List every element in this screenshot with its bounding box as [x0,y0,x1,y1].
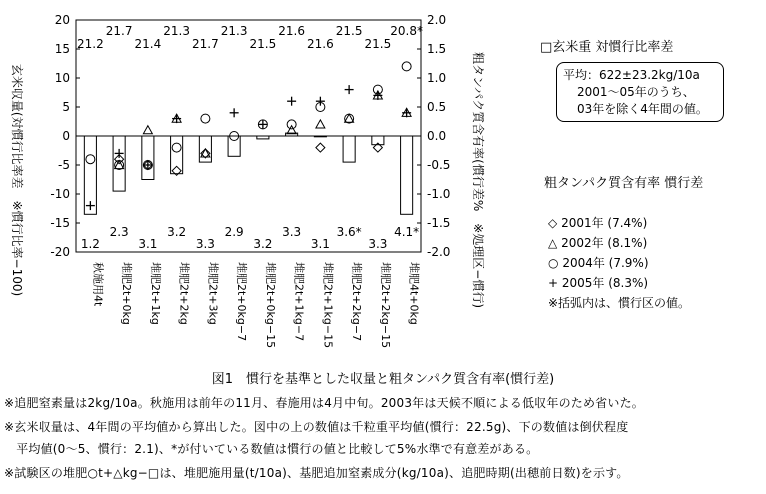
bottom-data-label: 3.2 [253,237,273,251]
tick-label-right: -1.0 [427,187,451,201]
average-yield-note [556,62,724,122]
tick-label-right: 1.0 [427,71,447,85]
x-tick-label: 堆肥2t+1kg [148,262,162,325]
bottom-data-label: 2.9 [224,225,244,239]
x-tick-label: 堆肥2t+1kg−15 [321,262,335,349]
value-labels-group [77,24,423,251]
bar [314,136,326,137]
top-data-label: 21.5 [335,24,363,38]
bottom-data-label: 3.3 [282,225,302,239]
x-tick-label: 堆肥2t+2kg [177,262,191,325]
bar [401,136,413,214]
circle-icon: ○ [548,256,559,270]
legend-item-2002 [548,234,647,251]
tick-label-right: 2.0 [427,13,447,27]
chart-title: 図1 慣行を基準とした収量と粗タンパク質含有率(慣行差) [211,372,555,387]
yield-legend-title: □玄米重 対慣行比率差 [540,40,674,55]
top-data-label: 21.7 [192,37,219,51]
top-data-label: 20.8* [390,24,423,38]
bar [343,136,355,162]
bottom-data-label: 3.2 [167,225,187,239]
marker-2004 [287,120,296,129]
x-tick-label: 堆肥2t+2kg−7 [350,262,364,342]
tick-label-left: 20 [54,13,70,27]
diamond-icon: ◇ [548,216,558,230]
legend-item-2004 [548,254,649,271]
top-data-label: 21.4 [134,37,162,51]
box-line: 平均：622±23.2kg/10a [563,68,700,82]
bottom-data-label: 3.1 [138,237,158,251]
plus-icon: + [548,276,559,290]
footnote-4: ※試験区の堆肥○t+△kg−□は、堆肥施用量(t/10a)、基肥追加窒素成分(kg/10a)、追肥時期(出穂前日数)を示す。 [4,466,629,480]
legend-label: 2001年 (7.4%) [561,216,648,230]
top-data-label: 21.6 [278,24,305,38]
bar [142,136,154,180]
bars-group [84,133,412,214]
x-tick-label: 堆肥2t+0kg−7 [235,262,249,342]
tick-label-right: -0.5 [427,158,451,172]
legend-item-2001 [548,214,647,231]
top-data-label: 21.3 [220,24,248,38]
tick-label-right: -1.5 [427,216,451,230]
x-tick-label: 堆肥2t+0kg [120,262,134,325]
tick-label-left: -10 [50,187,70,201]
bar [257,136,269,139]
tick-label-right: 1.5 [427,42,447,56]
x-tick-label: 堆肥2t+2kg−15 [378,262,392,349]
top-data-label: 21.6 [307,37,334,51]
axes [50,13,450,348]
bottom-data-label: 3.3 [368,237,388,251]
tick-label-left: -5 [58,158,70,172]
marker-2002 [143,126,152,134]
top-data-label: 21.5 [249,37,277,51]
legend-label: 2004年 (7.9%) [562,256,649,270]
bar [228,136,240,156]
legend-label: 2002年 (8.1%) [561,236,648,250]
tick-label-left: -20 [50,245,70,259]
marker-2004 [402,62,411,71]
tick-label-left: 5 [62,100,70,114]
top-data-label: 21.2 [77,37,104,51]
bar [171,136,183,174]
top-data-label: 21.3 [163,24,190,38]
tick-label-left: 0 [62,129,70,143]
x-tick-label: 堆肥2t+1kg−7 [292,262,306,342]
triangle-icon: △ [548,236,558,250]
legend-item-2005 [548,274,648,291]
tick-label-left: -15 [50,216,70,230]
x-tick-label: 秋施用4t [91,262,105,307]
bottom-data-label: 3.3 [195,237,215,251]
tick-label-right: -2.0 [427,245,451,259]
x-tick-label: 堆肥2t+0kg−15 [263,262,277,349]
marker-2002 [316,120,325,128]
top-data-label: 21.7 [105,24,133,38]
y-axis-left-label: 玄米収量(対慣行比率差 ※慣行比率−100) [10,63,24,297]
bottom-data-label: 3.6* [336,225,362,239]
bottom-data-label: 4.1* [394,225,420,239]
tick-label-right: 0.0 [427,129,447,143]
footnote-3: 平均値(0〜5、慣行：2.1)、*が付いている数値は慣行の値と比較して5%水準で有意差がある。 [4,442,539,456]
footnote-2: ※玄米収量は、4年間の平均値から算出した。図中の上の数値は千粒重平均値(慣行：22.5g)、下の数値は倒伏程度 [4,420,629,434]
paren-note: ※括弧内は、慣行区の値。 [548,296,691,310]
protein-legend-title: 粗タンパク質含有率 慣行差 [544,176,704,191]
marker-2004 [201,114,210,123]
tick-label-left: 15 [54,42,70,56]
footnote-1: ※追肥窒素量は2kg/10a。秋施用は前年の11月、春施用は4月中旬。2003年は天候不順による低収年のため省いた。 [4,396,644,410]
box-line: 03年を除く4年間の値。 [577,102,708,116]
bottom-data-label: 3.1 [310,237,330,251]
y-axis-right-label: 粗タンパク質含有率(慣行差% ※処理区−慣行) [471,51,485,309]
top-data-label: 21.5 [364,37,392,51]
legend-label: 2005年 (8.3%) [561,276,649,290]
bottom-data-label: 1.2 [80,237,100,251]
bottom-data-label: 2.3 [109,225,129,239]
marker-2001 [316,143,325,152]
x-tick-label: 堆肥4t+0kg [407,262,421,325]
tick-label-right: 0.5 [427,100,447,114]
tick-label-left: 10 [54,71,70,85]
x-tick-label: 堆肥2t+3kg [206,262,220,325]
box-line: 2001〜05年のうち、 [577,85,695,99]
